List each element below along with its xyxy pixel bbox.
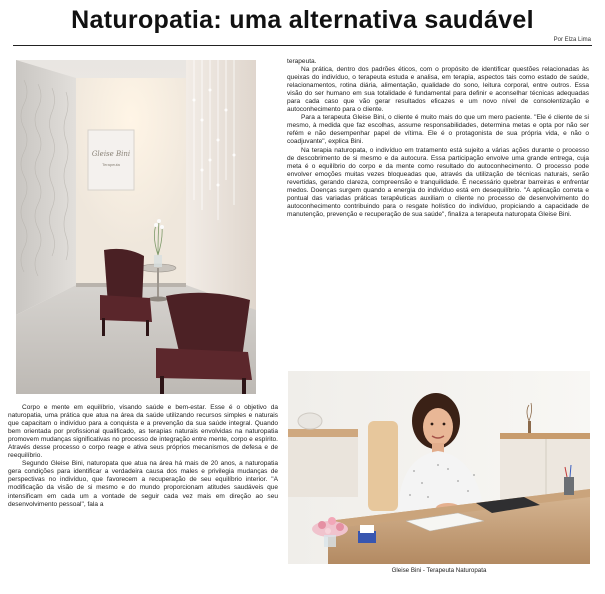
office-photo [16,60,256,394]
right-column [287,58,589,219]
paragraph: Segundo Gleise Bini, naturopata que atua na área há mais de 20 anos, a naturopatia gera condições para identificar a verdadeira causa dos males e privilegia mudanças de perspectivas no indivíduo, que favorecem a recuperação de seu equilíbrio interior. "A modificação da visão de si mesmo e do mundo proporcionam atitudes saudáveis que intensificam em cada um a vontade de seguir cada vez mais em direção ao seu desenvolvimento pessoal", fala a [8,460,278,508]
paragraph: Para a terapeuta Gleise Bini, o cliente é muito mais do que um mero paciente. "Ele é cliente de si mesmo, à medida que faz escolhas, assume responsabilidades, determina metas e opta por não ser refém e não desempenhar papel de vítima. Ele é o protagonista de sua própria vida, e não o coadjuvante", explica Bini. [287,114,589,146]
photo-caption: Gleise Bini - Terapeuta Naturopata [391,567,487,574]
paragraph: Na terapia naturopata, o indivíduo em tratamento está sujeito a várias ações durante o processo de descobrimento de si mesmo e da autocura. Essa participação envolve uma grande entrega, cuja meta é o equilíbrio do corpo e da mente como resultado do autoconhecimento. O processo pode envolver emoções muitas vezes bloqueadas que, através da utilização de técnicas naturais, serão revertidas, gerando clareza, compreensão e tranquilidade. É necessário quebrar barreiras e enfrentar medos. Doenças surgem quando a energia do indivíduo está em desequilíbrio. "A aplicação correta e pontual das variadas práticas terapêuticas auxiliam o cliente no processo de desenvolvimento do autoconhecimento contribuindo para o resgate holístico do indivíduo, propiciando a capacidade de manutenção, prevenção e recuperação de sua saúde", finaliza a terapeuta naturopata Gleise Bini. [287,146,589,218]
paragraph: terapeuta. [287,58,317,65]
paragraph: Na prática, dentro dos padrões éticos, com o propósito de identificar questões relacionadas às queixas do indivíduo, o terapeuta estuda e analisa, em terapia, aspectos tais como estado de saúde, relacionamentos, rotina diária, alimentação, qualidade do sono, leitura corporal, entre outros. Essa visão do ser humano em sua totalidade é fundamental para definir e aconselhar técnicas adequadas para cada caso que vão gerar resultados eficazes e um novo nível de consolentização e autoconhecimento para o cliente. [287,66,589,114]
clinic-sign-subtext: Terapeuta [102,162,120,167]
title-rule [13,45,592,46]
clinic-sign-name: Gleise Bini [91,150,131,158]
article-title: Naturopatia: uma alternativa saudável [71,6,534,34]
left-column [8,404,278,509]
byline: Por Elza Lima [553,37,591,43]
paragraph: Corpo e mente em equilíbrio, visando saúde e bem-estar. Esse é o objetivo da naturopatia, uma prática que atua na área da saúde utilizando recursos simples e naturais que capacitam o indivíduo para a conquista e a prevenção da sua saúde integral. Quando bem orientada por profissional qualificado, as terapias naturais envolvidas na naturopatia promovem mudanças significativas no processo de integração entre mente, corpo e espírito. Através desse processo o corpo reage e ativa seus próprios mecanismos de defesa e de reequilíbrio. [8,404,278,460]
therapist-photo [288,371,590,564]
